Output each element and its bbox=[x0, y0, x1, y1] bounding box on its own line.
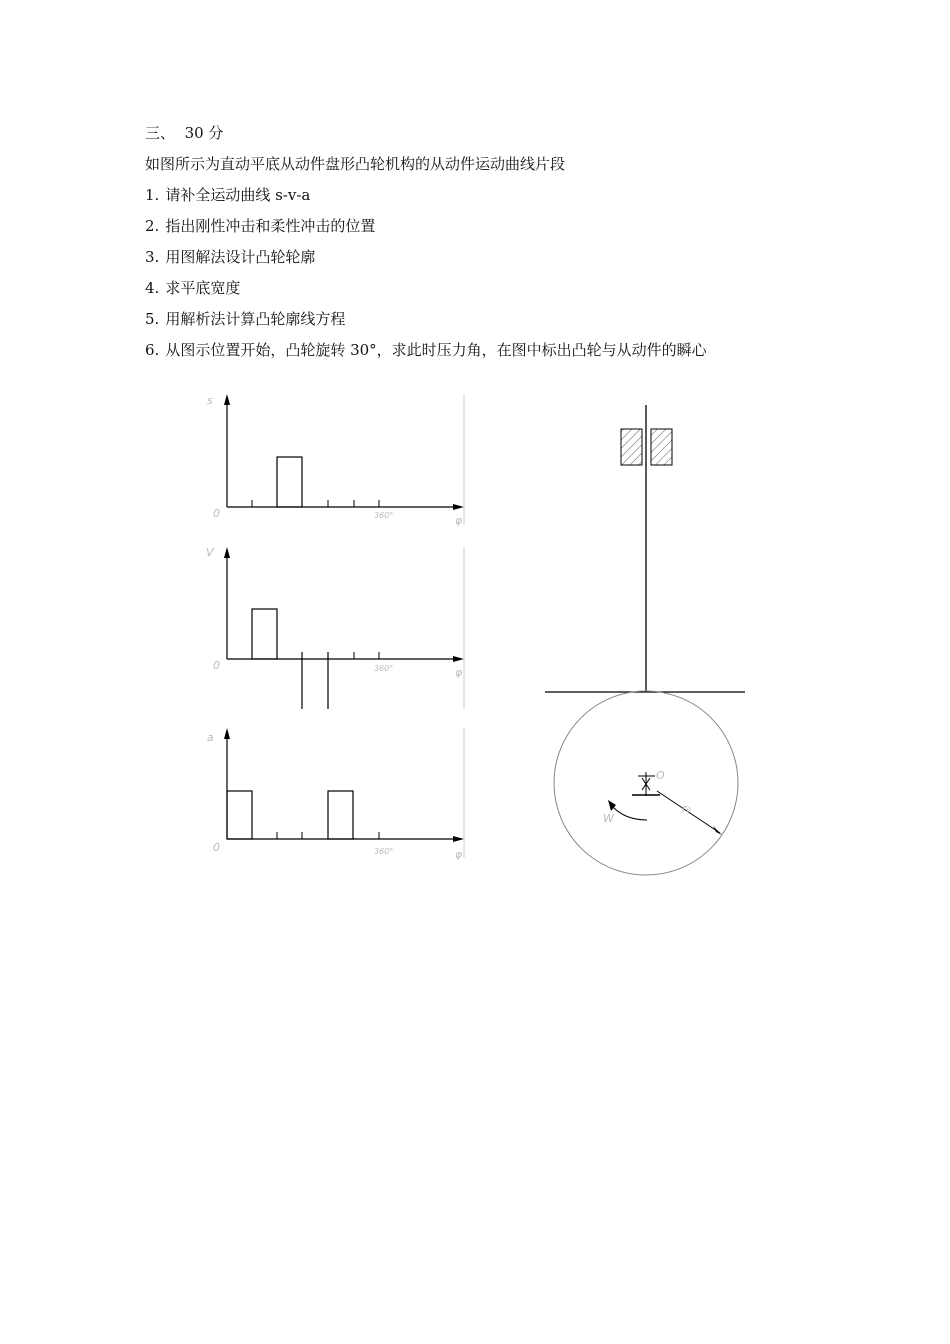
acceleration-segment bbox=[328, 791, 353, 839]
origin-label: 0 bbox=[213, 659, 220, 672]
item-text: 求平底宽度 bbox=[165, 279, 241, 297]
displacement-segment bbox=[277, 457, 302, 507]
item-text: 用解析法计算凸轮廓线方程 bbox=[165, 310, 346, 328]
origin-label: 0 bbox=[213, 507, 220, 520]
x-axis-arrow bbox=[453, 656, 464, 662]
item-number: 6. bbox=[145, 341, 160, 359]
item-number: 5. bbox=[145, 310, 160, 328]
x-axis-arrow bbox=[453, 836, 464, 842]
y-axis-label: s bbox=[207, 394, 213, 407]
acceleration-segment bbox=[227, 791, 252, 839]
tick-label-360: 360° bbox=[374, 664, 394, 673]
acceleration-chart bbox=[207, 728, 464, 861]
radius-arrow bbox=[713, 826, 722, 835]
x-axis-label: φ bbox=[455, 848, 463, 861]
cam-mechanism bbox=[545, 405, 745, 875]
item-number: 3. bbox=[145, 248, 160, 266]
origin-label: 0 bbox=[213, 841, 220, 854]
y-axis-arrow bbox=[224, 728, 230, 739]
velocity-segment bbox=[252, 609, 277, 659]
guide-block-right bbox=[651, 429, 672, 465]
x-axis-label: φ bbox=[455, 666, 463, 679]
item-number: 2. bbox=[145, 217, 160, 235]
displacement-chart bbox=[207, 394, 464, 527]
item-text: 指出刚性冲击和柔性冲击的位置 bbox=[165, 217, 376, 235]
question-intro: 如图所示为直动平底从动件盘形凸轮机构的从动件运动曲线片段 bbox=[145, 155, 566, 173]
section-points: 30 分 bbox=[184, 124, 224, 142]
radius-label: r₀ bbox=[682, 802, 691, 815]
y-axis-arrow bbox=[224, 394, 230, 405]
x-axis-label: φ bbox=[455, 514, 463, 527]
item-number: 4. bbox=[145, 279, 160, 297]
item-text: 从图示位置开始，凸轮旋转 30°，求此时压力角，在图中标出凸轮与从动件的瞬心 bbox=[165, 341, 707, 359]
guide-block-left bbox=[621, 429, 642, 465]
velocity-chart bbox=[206, 546, 464, 709]
item-text: 用图解法设计凸轮轮廓 bbox=[165, 248, 316, 266]
item-number: 1. bbox=[145, 186, 160, 204]
section-number: 三、 bbox=[145, 124, 176, 142]
x-axis-arrow bbox=[453, 504, 464, 510]
y-axis-label: V bbox=[206, 546, 214, 559]
rotation-arc bbox=[612, 806, 647, 820]
y-axis-label: a bbox=[207, 731, 214, 744]
item-text: 请补全运动曲线 s-v-a bbox=[165, 186, 311, 204]
omega-label: W bbox=[603, 812, 614, 825]
center-label: O bbox=[656, 769, 665, 782]
y-axis-arrow bbox=[224, 547, 230, 558]
tick-label-360: 360° bbox=[374, 847, 394, 856]
tick-label-360: 360° bbox=[374, 511, 394, 520]
